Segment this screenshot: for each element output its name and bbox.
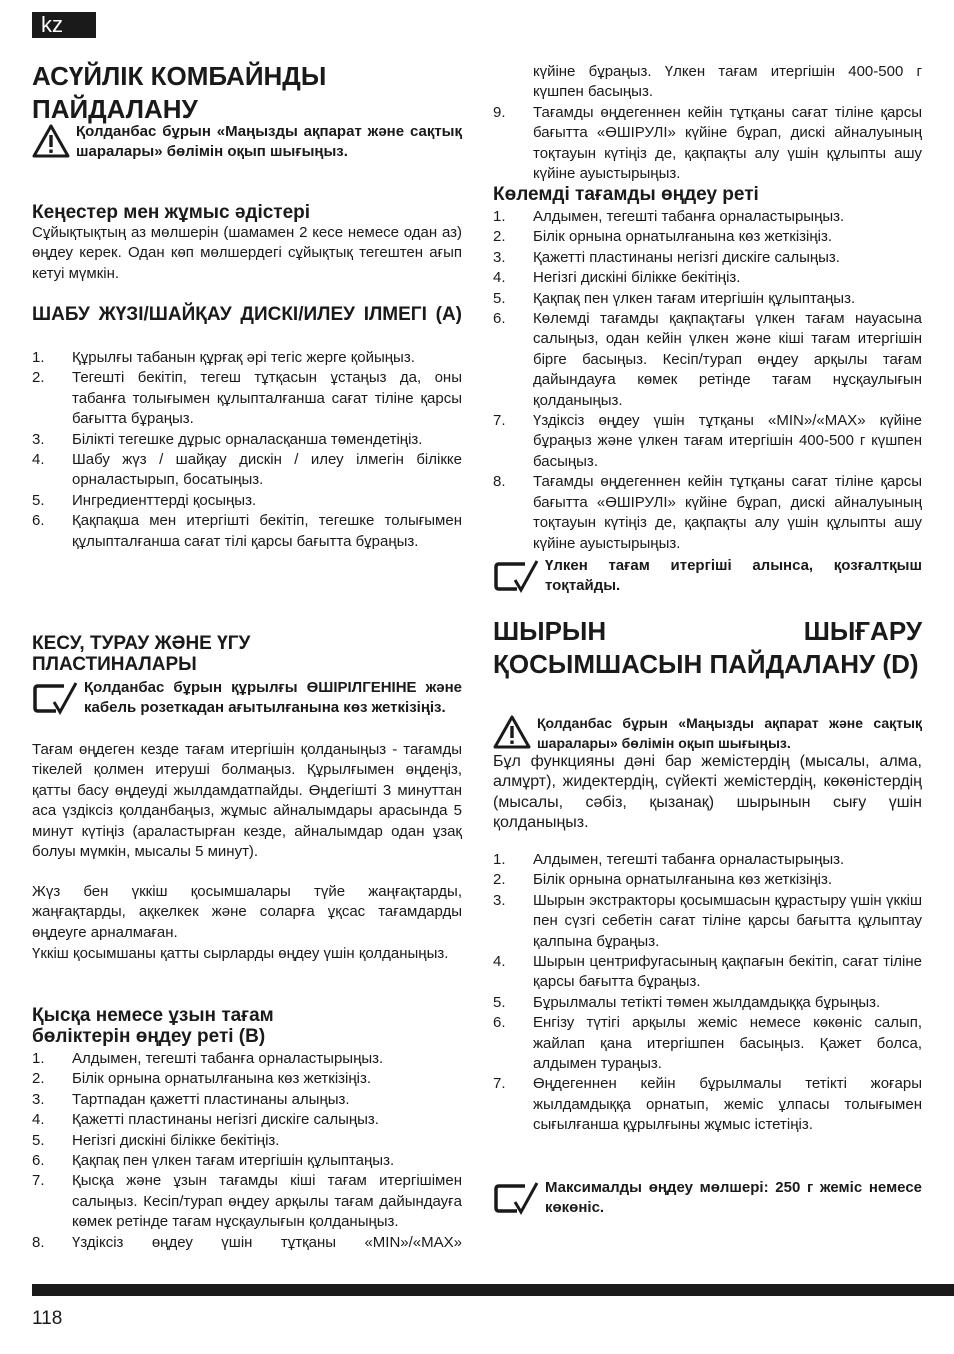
list-item: 2. Білік орнына орнатылғанына көз жеткізіңіз.: [493, 228, 833, 246]
page-title: АСҮЙЛІК КОМБАЙНДЫ ПАЙДАЛАНУ: [32, 61, 327, 124]
list-item: 5. Ингредиенттерді қосыңыз.: [32, 491, 257, 509]
list-item: 4. Қажетті пластинаны негізгі дискіге салыңыз.: [32, 1111, 379, 1129]
cut-heading: КЕСУ, ТУРАУ ЖӘНЕ ҮГУ ПЛАСТИНАЛАРЫ: [32, 633, 251, 675]
bulk-steps: [493, 207, 922, 554]
tips-heading: Кеңестер мен жұмыс әдістері: [32, 202, 311, 223]
juicer-text: Бұл функцияны дәні бар жемістердің (мысалы, алма, алмұрт), жидектердің, сүйекті жемістердің, көкөністердің (мысалы, сәбіз, қызанақ) шырынын сығу үшін қолданыңыз.: [493, 753, 922, 832]
cut-note: Қолданбас бұрын құрылғы ӨШІРІЛГЕНІНЕ және кабель розеткадан ағытылғанына көз жеткізіңіз.: [32, 678, 462, 719]
list-item: 4. Шабу жүз / шайқау дискін / илеу ілмегін білікке орналастырып, босатыңыз.: [32, 451, 462, 489]
list-item: 7. Үздіксіз өңдеу үшін тұтқаны «MIN»/«MAX» күйіне бұраңыз және үлкен тағам итергішін 400-500 г күшпен басыңыз.: [493, 412, 922, 470]
list-item: 5. Бұрылмалы тетікті төмен жылдамдыққа бұрыңыз.: [493, 993, 881, 1011]
section-b-step-9: [493, 103, 922, 185]
list-item: 3. Білікті тегешке дұрыс орналасқанша төмендетіңіз.: [32, 430, 423, 448]
list-item: 2. Білік орнына орнатылғанына көз жеткізіңіз.: [32, 1070, 372, 1088]
list-item: 6. Қақпақ пен үлкен тағам итергішін құлыптаңыз.: [32, 1152, 395, 1170]
section-a-heading: ШАБУ ЖҮЗІ/ШАЙҚАУ ДИСКІ/ИЛЕУ ІЛМЕГІ (A): [32, 304, 462, 325]
juicer-warning: Қолданбас бұрын «Маңызды ақпарат және сақтық шаралары» бөлімін оқып шығыңыз.: [493, 713, 922, 754]
warning-note: Қолданбас бұрын «Маңызды ақпарат және сақтық шаралары» бөлімін оқып шығыңыз.: [32, 122, 462, 163]
list-item: 1. Алдымен, тегешті табанға орналастырыңыз.: [32, 1050, 384, 1067]
cut-paragraph-3: Үккіш қосымшаны қатты сырларды өңдеу үшін қолданыңыз.: [32, 945, 449, 962]
language-badge: kz: [32, 12, 96, 38]
check-note-icon: [32, 680, 78, 716]
page-number: 118: [32, 1308, 63, 1329]
check-note-icon: [493, 558, 539, 594]
juicer-steps: [493, 850, 922, 1136]
section-b-continued: күйіне бұраңыз. Үлкен тағам итергішін 400-500 г күшпен басыңыз.: [533, 63, 922, 101]
list-item: 2. Білік орнына орнатылғанына көз жеткізіңіз.: [493, 871, 833, 889]
cut-paragraph-1: Тағам өңдеген кезде тағам итергішін қолданыңыз - тағамды тікелей қолмен итеруші болмаңыз. Құрылғымен өңдеңіз, қатты басу өңдеуді жылдамдатпайды. Өңдегішті 3 минуттан аса үздіксіз қолданбаңыз, жұмыс айналымдары арасында 5 минут күтіңіз (араластырған кезде, айналымдар одан ұзақ болуы мүмкін, мысалы 5 минут).: [32, 741, 462, 861]
section-a-steps: [32, 348, 462, 552]
list-item: 8. Тағамды өңдегеннен кейін тұтқаны сағат тіліне қарсы бағытта «ӨШІРУЛІ» күйіне бұрап, дискі айналуының тоқтауын күтіңіз де, қақпақты алу үшін құлыпты ашу күйіне ауыстырыңыз.: [493, 473, 922, 552]
section-b-steps: [32, 1049, 462, 1253]
check-note-icon: [493, 1180, 539, 1216]
list-item: 6. Қақпақша мен итергішті бекітіп, тегешке толығымен құлыпталғанша сағат тілі қарсы бағытта бұраңыз.: [32, 512, 462, 550]
list-item: 1. Алдымен, тегешті табанға орналастырыңыз.: [493, 208, 845, 225]
list-item: 8. Үздіксіз өңдеу үшін тұтқаны «MIN»/«MAX»: [32, 1233, 462, 1251]
list-item: 1. Алдымен, тегешті табанға орналастырыңыз.: [493, 851, 845, 868]
list-item: 3. Тартпадан қажетті пластинаны алыңыз.: [32, 1090, 350, 1108]
list-item: 1. Құрылғы табанын құрғақ әрі тегіс жерге қойыңыз.: [32, 349, 415, 366]
list-item: 5. Қақпақ пен үлкен тағам итергішін құлыптаңыз.: [493, 289, 856, 307]
bulk-note: Үлкен тағам итергіші алынса, қозғалтқыш тоқтайды.: [493, 556, 922, 597]
list-item: 3. Қажетті пластинаны негізгі дискіге салыңыз.: [493, 248, 840, 266]
list-item: 6. Көлемді тағамды қақпақтағы үлкен тағам науасына салыңыз, одан кейін үлкен және кіші тағам итергішін бірге басыңыз. Кесіп/турап өңдеу арқылы тағам дайындауға көмек ретінде тағам нұсқаулығын қолданыңыз.: [493, 310, 922, 409]
list-item: 9. Тағамды өңдегеннен кейін тұтқаны сағат тіліне қарсы бағытта «ӨШІРУЛІ» күйіне бұрап, дискі айналуының тоқтауын күтіңіз де, қақпақты алу үшін құлыпты ашу күйіне ауыстырыңыз.: [493, 104, 922, 183]
list-item: 6. Енгізу түтігі арқылы жеміс немесе көкөніс салып, жайлап қана итергішпен басыңыз. Қажет болса, алдымен тураңыз.: [493, 1014, 922, 1073]
list-item: 4. Негізгі дискіні білікке бекітіңіз.: [493, 269, 741, 287]
cut-paragraph-2: Жүз бен үккіш қосымшалары түйе жаңғақтарды, жаңғақтарды, ақкелкек және соларға ұқсас тағамдарды өңдеуге арналмаған.: [32, 883, 462, 941]
section-b-heading: Қысқа немесе ұзын тағам бөліктерін өңдеу реті (B): [32, 1005, 274, 1047]
list-item: 2. Тегешті бекітіп, тегеш тұтқасын ұстаңыз да, оны табанға толығымен құлыпталғанша сағат тіліне қарсы бағытта бұраңыз.: [32, 369, 462, 428]
tips-text: Сұйықтықтың аз мөлшерін (шамамен 2 кесе немесе одан аз) өңдеу керек. Одан көп мөлшердегі сұйықтық тегештен ағып кетуі мүмкін.: [32, 224, 462, 282]
juicer-title: ШЫРЫН ШЫҒАРУ ҚОСЫМШАСЫН ПАЙДАЛАНУ (D): [493, 616, 922, 679]
list-item: 3. Шырын экстракторы қосымшасын құрастыру үшін үккіш пен сүзгі себетін сағат тіліне қарсы бағытта құлыптау қалпына бұраңыз.: [493, 891, 922, 950]
warning-triangle-icon: [493, 715, 531, 749]
warning-triangle-icon: [32, 124, 70, 158]
list-item: 4. Шырын центрифугасының қақпағын бекітіп, сағат тіліне қарсы бағытта бұраңыз.: [493, 953, 922, 991]
list-item: 7. Қысқа және ұзын тағамды кіші тағам итергішімен салыңыз. Кесіп/турап өңдеу арқылы тағам дайындауға көмек ретінде тағам нұсқаулығын қолданыңыз.: [32, 1172, 462, 1231]
footer-bar: [32, 1284, 954, 1296]
list-item: 7. Өңдегеннен кейін бұрылмалы тетікті жоғары жылдамдыққа орнатып, жеміс ұлпасы толығымен сығылғанша құрылғыны жұмыс істетіңіз.: [493, 1075, 922, 1134]
list-item: 5. Негізгі дискіні білікке бекітіңіз.: [32, 1131, 280, 1149]
juicer-note: Максималды өңдеу мөлшері: 250 г жеміс немесе көкөніс.: [493, 1178, 922, 1219]
bulk-heading: Көлемді тағамды өңдеу реті: [493, 184, 759, 205]
